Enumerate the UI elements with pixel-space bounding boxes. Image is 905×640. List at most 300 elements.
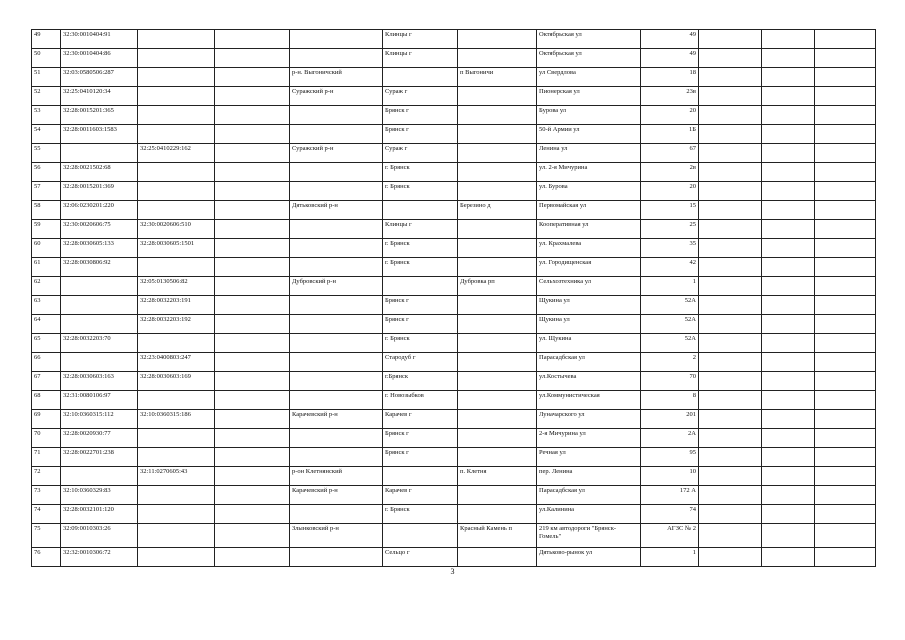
- cadastral-number-cell: 32:28:0030806:92: [61, 258, 138, 277]
- house-cell: 2: [641, 353, 699, 372]
- house-cell: 95: [641, 448, 699, 467]
- empty-cell: [699, 49, 762, 68]
- house-cell: 35: [641, 239, 699, 258]
- district-cell: Дубровский р-н: [290, 277, 383, 296]
- district-cell: [290, 391, 383, 410]
- settlement-cell: Березино д: [458, 201, 537, 220]
- table-body: [32, 30, 876, 567]
- blank-cell: [215, 429, 290, 448]
- table-row: [32, 68, 876, 87]
- empty-cell: [762, 524, 815, 548]
- empty-cell: [699, 220, 762, 239]
- street-cell: Пионерская ул: [537, 87, 641, 106]
- city-cell: Брянск г: [383, 448, 458, 467]
- street-cell: Октябрьская ул: [537, 49, 641, 68]
- house-cell: 52А: [641, 315, 699, 334]
- district-cell: [290, 315, 383, 334]
- empty-cell: [699, 429, 762, 448]
- district-cell: Злынковский р-н: [290, 524, 383, 548]
- empty-cell: [762, 410, 815, 429]
- empty-cell: [762, 182, 815, 201]
- cadastral-number-2-cell: 32:11:0270605:43: [138, 467, 215, 486]
- district-cell: [290, 353, 383, 372]
- empty-cell: [815, 353, 876, 372]
- empty-cell: [762, 125, 815, 144]
- district-cell: [290, 106, 383, 125]
- row-number-cell: 58: [32, 201, 61, 220]
- street-cell: Первомайская ул: [537, 201, 641, 220]
- cadastral-number-2-cell: [138, 49, 215, 68]
- empty-cell: [815, 410, 876, 429]
- house-cell: 172 А: [641, 486, 699, 505]
- cadastral-number-cell: 32:28:0011603:1583: [61, 125, 138, 144]
- district-cell: Карачевский р-н: [290, 410, 383, 429]
- empty-cell: [815, 125, 876, 144]
- empty-cell: [699, 353, 762, 372]
- blank-cell: [215, 163, 290, 182]
- empty-cell: [815, 315, 876, 334]
- cadastral-number-2-cell: [138, 87, 215, 106]
- empty-cell: [762, 201, 815, 220]
- settlement-cell: Дубровка рп: [458, 277, 537, 296]
- empty-cell: [762, 296, 815, 315]
- settlement-cell: [458, 410, 537, 429]
- empty-cell: [815, 163, 876, 182]
- empty-cell: [762, 548, 815, 567]
- blank-cell: [215, 239, 290, 258]
- empty-cell: [762, 315, 815, 334]
- city-cell: г. Брянск: [383, 258, 458, 277]
- cadastral-number-2-cell: [138, 505, 215, 524]
- cadastral-number-2-cell: [138, 429, 215, 448]
- city-cell: Брянск г: [383, 296, 458, 315]
- empty-cell: [699, 296, 762, 315]
- street-cell: Луначарского ул: [537, 410, 641, 429]
- table-row: [32, 315, 876, 334]
- empty-cell: [815, 391, 876, 410]
- row-number-cell: 64: [32, 315, 61, 334]
- settlement-cell: [458, 87, 537, 106]
- cadastral-number-cell: 32:32:0010306:72: [61, 548, 138, 567]
- blank-cell: [215, 106, 290, 125]
- settlement-cell: [458, 49, 537, 68]
- cadastral-number-2-cell: 32:28:0030603:169: [138, 372, 215, 391]
- empty-cell: [699, 106, 762, 125]
- empty-cell: [699, 334, 762, 353]
- row-number-cell: 53: [32, 106, 61, 125]
- house-cell: 70: [641, 372, 699, 391]
- cadastral-number-2-cell: 32:25:0410229:162: [138, 144, 215, 163]
- house-cell: 2в: [641, 163, 699, 182]
- blank-cell: [215, 68, 290, 87]
- house-cell: 1: [641, 548, 699, 567]
- cadastral-number-2-cell: [138, 182, 215, 201]
- register-table: [31, 29, 876, 567]
- empty-cell: [699, 505, 762, 524]
- empty-cell: [815, 296, 876, 315]
- cadastral-number-cell: 32:31:0080106:97: [61, 391, 138, 410]
- settlement-cell: [458, 182, 537, 201]
- empty-cell: [815, 372, 876, 391]
- row-number-cell: 73: [32, 486, 61, 505]
- table-row: [32, 239, 876, 258]
- cadastral-number-cell: 32:30:0020606:75: [61, 220, 138, 239]
- city-cell: [383, 201, 458, 220]
- empty-cell: [815, 68, 876, 87]
- empty-cell: [815, 524, 876, 548]
- blank-cell: [215, 315, 290, 334]
- street-cell: Кооперативная ул: [537, 220, 641, 239]
- city-cell: Брянск г: [383, 106, 458, 125]
- street-cell: ул. Бурова: [537, 182, 641, 201]
- cadastral-number-2-cell: [138, 125, 215, 144]
- settlement-cell: [458, 486, 537, 505]
- city-cell: [383, 467, 458, 486]
- table-row: [32, 353, 876, 372]
- cadastral-number-2-cell: [138, 30, 215, 49]
- house-cell: 25: [641, 220, 699, 239]
- empty-cell: [762, 163, 815, 182]
- row-number-cell: 60: [32, 239, 61, 258]
- city-cell: г. Брянск: [383, 239, 458, 258]
- street-cell: Дятьково-рынок ул: [537, 548, 641, 567]
- empty-cell: [815, 201, 876, 220]
- empty-cell: [762, 277, 815, 296]
- house-cell: 1: [641, 277, 699, 296]
- city-cell: Сельцо г: [383, 548, 458, 567]
- table-row: [32, 87, 876, 106]
- cadastral-number-cell: 32:28:0032203:70: [61, 334, 138, 353]
- district-cell: Дятьковский р-н: [290, 201, 383, 220]
- street-cell: Октябрьская ул: [537, 30, 641, 49]
- empty-cell: [699, 182, 762, 201]
- settlement-cell: [458, 239, 537, 258]
- empty-cell: [815, 258, 876, 277]
- district-cell: [290, 163, 383, 182]
- empty-cell: [815, 49, 876, 68]
- blank-cell: [215, 144, 290, 163]
- street-cell: Щукина ул: [537, 296, 641, 315]
- table-row: [32, 30, 876, 49]
- city-cell: Стародуб г: [383, 353, 458, 372]
- settlement-cell: [458, 144, 537, 163]
- table-row: [32, 334, 876, 353]
- cadastral-number-cell: [61, 353, 138, 372]
- row-number-cell: 56: [32, 163, 61, 182]
- city-cell: г.Брянск: [383, 372, 458, 391]
- house-cell: 52А: [641, 296, 699, 315]
- district-cell: [290, 30, 383, 49]
- empty-cell: [815, 182, 876, 201]
- street-cell: ул. 2-я Мичурина: [537, 163, 641, 182]
- city-cell: Брянск г: [383, 429, 458, 448]
- cadastral-number-cell: 32:10:0360329:83: [61, 486, 138, 505]
- cadastral-number-cell: [61, 315, 138, 334]
- cadastral-number-cell: 32:28:0032101:120: [61, 505, 138, 524]
- empty-cell: [762, 429, 815, 448]
- table-row: [32, 467, 876, 486]
- table-row: [32, 182, 876, 201]
- settlement-cell: [458, 106, 537, 125]
- cadastral-number-cell: 32:28:0030603:163: [61, 372, 138, 391]
- street-cell: ул.Коммунистическая: [537, 391, 641, 410]
- empty-cell: [762, 68, 815, 87]
- cadastral-number-2-cell: [138, 334, 215, 353]
- city-cell: г. Брянск: [383, 334, 458, 353]
- city-cell: г. Брянск: [383, 505, 458, 524]
- empty-cell: [699, 548, 762, 567]
- cadastral-number-cell: 32:09:0010303:26: [61, 524, 138, 548]
- cadastral-number-2-cell: [138, 68, 215, 87]
- row-number-cell: 66: [32, 353, 61, 372]
- street-cell: Парасадбская ул: [537, 353, 641, 372]
- blank-cell: [215, 410, 290, 429]
- blank-cell: [215, 467, 290, 486]
- empty-cell: [699, 258, 762, 277]
- empty-cell: [762, 30, 815, 49]
- row-number-cell: 55: [32, 144, 61, 163]
- row-number-cell: 57: [32, 182, 61, 201]
- cadastral-number-2-cell: 32:28:0032203:191: [138, 296, 215, 315]
- table-row: [32, 144, 876, 163]
- empty-cell: [762, 87, 815, 106]
- blank-cell: [215, 277, 290, 296]
- street-cell: пер. Ленина: [537, 467, 641, 486]
- table-row: [32, 201, 876, 220]
- street-cell: Ленина ул: [537, 144, 641, 163]
- house-cell: 42: [641, 258, 699, 277]
- cadastral-number-cell: 32:03:0580506:287: [61, 68, 138, 87]
- row-number-cell: 62: [32, 277, 61, 296]
- empty-cell: [815, 277, 876, 296]
- district-cell: Карачевский р-н: [290, 486, 383, 505]
- settlement-cell: [458, 125, 537, 144]
- city-cell: [383, 68, 458, 87]
- empty-cell: [762, 353, 815, 372]
- table-row: [32, 448, 876, 467]
- district-cell: р-н. Выгоничский: [290, 68, 383, 87]
- house-cell: АГЗС № 2: [641, 524, 699, 548]
- empty-cell: [762, 486, 815, 505]
- empty-cell: [699, 163, 762, 182]
- house-cell: 10: [641, 467, 699, 486]
- city-cell: г. Брянск: [383, 163, 458, 182]
- city-cell: Карачев г: [383, 486, 458, 505]
- row-number-cell: 51: [32, 68, 61, 87]
- row-number-cell: 54: [32, 125, 61, 144]
- empty-cell: [815, 30, 876, 49]
- cadastral-number-2-cell: 32:28:0032203:192: [138, 315, 215, 334]
- blank-cell: [215, 49, 290, 68]
- cadastral-number-cell: 32:25:0410120:34: [61, 87, 138, 106]
- row-number-cell: 52: [32, 87, 61, 106]
- cadastral-number-2-cell: [138, 548, 215, 567]
- house-cell: 20: [641, 182, 699, 201]
- city-cell: г. Брянск: [383, 182, 458, 201]
- street-cell: ул. Щукина: [537, 334, 641, 353]
- street-cell: Речная ул: [537, 448, 641, 467]
- empty-cell: [762, 239, 815, 258]
- settlement-cell: [458, 220, 537, 239]
- settlement-cell: [458, 548, 537, 567]
- cadastral-number-2-cell: 32:05:0130506:82: [138, 277, 215, 296]
- district-cell: [290, 429, 383, 448]
- blank-cell: [215, 524, 290, 548]
- cadastral-number-cell: 32:06:0230201:220: [61, 201, 138, 220]
- empty-cell: [762, 391, 815, 410]
- empty-cell: [699, 467, 762, 486]
- empty-cell: [815, 334, 876, 353]
- settlement-cell: п. Клетня: [458, 467, 537, 486]
- table-row: [32, 486, 876, 505]
- house-cell: 20: [641, 106, 699, 125]
- row-number-cell: 63: [32, 296, 61, 315]
- city-cell: Сураж г: [383, 87, 458, 106]
- city-cell: Клинцы г: [383, 30, 458, 49]
- empty-cell: [762, 334, 815, 353]
- cadastral-number-2-cell: 32:30:0020606:510: [138, 220, 215, 239]
- street-cell: Парасадбская ул: [537, 486, 641, 505]
- street-cell: ул. Городищенская: [537, 258, 641, 277]
- blank-cell: [215, 220, 290, 239]
- district-cell: [290, 125, 383, 144]
- settlement-cell: [458, 258, 537, 277]
- settlement-cell: [458, 30, 537, 49]
- street-cell: Сельхозтехника ул: [537, 277, 641, 296]
- table-row: [32, 125, 876, 144]
- settlement-cell: [458, 372, 537, 391]
- empty-cell: [815, 87, 876, 106]
- cadastral-number-cell: 32:30:0010404:86: [61, 49, 138, 68]
- cadastral-number-cell: 32:10:0360315:112: [61, 410, 138, 429]
- blank-cell: [215, 125, 290, 144]
- blank-cell: [215, 391, 290, 410]
- house-cell: 201: [641, 410, 699, 429]
- settlement-cell: Красный Камень п: [458, 524, 537, 548]
- empty-cell: [699, 524, 762, 548]
- cadastral-number-cell: 32:28:0021502:68: [61, 163, 138, 182]
- table-row: [32, 296, 876, 315]
- empty-cell: [699, 239, 762, 258]
- district-cell: [290, 334, 383, 353]
- house-cell: 15: [641, 201, 699, 220]
- house-cell: 2А: [641, 429, 699, 448]
- street-cell: ул.Костычева: [537, 372, 641, 391]
- street-cell: ул.Калинина: [537, 505, 641, 524]
- table-row: [32, 163, 876, 182]
- cadastral-number-cell: [61, 144, 138, 163]
- empty-cell: [699, 448, 762, 467]
- row-number-cell: 76: [32, 548, 61, 567]
- table-row: [32, 548, 876, 567]
- district-cell: р-он Клетнянский: [290, 467, 383, 486]
- row-number-cell: 68: [32, 391, 61, 410]
- empty-cell: [699, 125, 762, 144]
- house-cell: 49: [641, 30, 699, 49]
- cadastral-number-2-cell: 32:28:0030605:1501: [138, 239, 215, 258]
- cadastral-number-cell: 32:28:0015201:365: [61, 106, 138, 125]
- empty-cell: [699, 87, 762, 106]
- city-cell: Клинцы г: [383, 220, 458, 239]
- row-number-cell: 74: [32, 505, 61, 524]
- table-row: [32, 49, 876, 68]
- cadastral-number-2-cell: [138, 391, 215, 410]
- row-number-cell: 75: [32, 524, 61, 548]
- cadastral-number-cell: [61, 296, 138, 315]
- street-cell: Бурова ул: [537, 106, 641, 125]
- district-cell: Суражский р-н: [290, 144, 383, 163]
- blank-cell: [215, 201, 290, 220]
- blank-cell: [215, 372, 290, 391]
- blank-cell: [215, 258, 290, 277]
- empty-cell: [815, 448, 876, 467]
- cadastral-number-cell: 32:28:0015201:369: [61, 182, 138, 201]
- city-cell: Брянск г: [383, 315, 458, 334]
- row-number-cell: 65: [32, 334, 61, 353]
- blank-cell: [215, 486, 290, 505]
- empty-cell: [815, 239, 876, 258]
- cadastral-number-cell: [61, 467, 138, 486]
- cadastral-number-2-cell: [138, 448, 215, 467]
- empty-cell: [815, 220, 876, 239]
- empty-cell: [699, 277, 762, 296]
- row-number-cell: 69: [32, 410, 61, 429]
- row-number-cell: 67: [32, 372, 61, 391]
- street-cell: ул. Крахмалева: [537, 239, 641, 258]
- house-cell: 8: [641, 391, 699, 410]
- row-number-cell: 49: [32, 30, 61, 49]
- house-cell: 74: [641, 505, 699, 524]
- settlement-cell: [458, 448, 537, 467]
- district-cell: [290, 258, 383, 277]
- blank-cell: [215, 448, 290, 467]
- cadastral-number-cell: 32:30:0010404:91: [61, 30, 138, 49]
- empty-cell: [815, 548, 876, 567]
- row-number-cell: 59: [32, 220, 61, 239]
- row-number-cell: 50: [32, 49, 61, 68]
- cadastral-number-cell: [61, 277, 138, 296]
- street-cell: 50-й Армии ул: [537, 125, 641, 144]
- city-cell: Клинцы г: [383, 49, 458, 68]
- empty-cell: [762, 258, 815, 277]
- empty-cell: [699, 315, 762, 334]
- table-row: [32, 106, 876, 125]
- cadastral-number-2-cell: [138, 201, 215, 220]
- table-row: [32, 258, 876, 277]
- house-cell: 1Б: [641, 125, 699, 144]
- street-cell: ул Свердлова: [537, 68, 641, 87]
- settlement-cell: [458, 334, 537, 353]
- district-cell: Суражский р-н: [290, 87, 383, 106]
- cadastral-number-2-cell: 32:10:0360315:186: [138, 410, 215, 429]
- city-cell: [383, 277, 458, 296]
- blank-cell: [215, 548, 290, 567]
- empty-cell: [762, 372, 815, 391]
- street-cell: 219 км автодороги "Брянск-Гомель": [537, 524, 641, 548]
- cadastral-number-2-cell: [138, 163, 215, 182]
- empty-cell: [699, 410, 762, 429]
- settlement-cell: п Выгоничи: [458, 68, 537, 87]
- district-cell: [290, 239, 383, 258]
- empty-cell: [762, 467, 815, 486]
- street-cell: Щукина ул: [537, 315, 641, 334]
- district-cell: [290, 182, 383, 201]
- district-cell: [290, 448, 383, 467]
- empty-cell: [762, 505, 815, 524]
- settlement-cell: [458, 353, 537, 372]
- empty-cell: [762, 49, 815, 68]
- city-cell: [383, 524, 458, 548]
